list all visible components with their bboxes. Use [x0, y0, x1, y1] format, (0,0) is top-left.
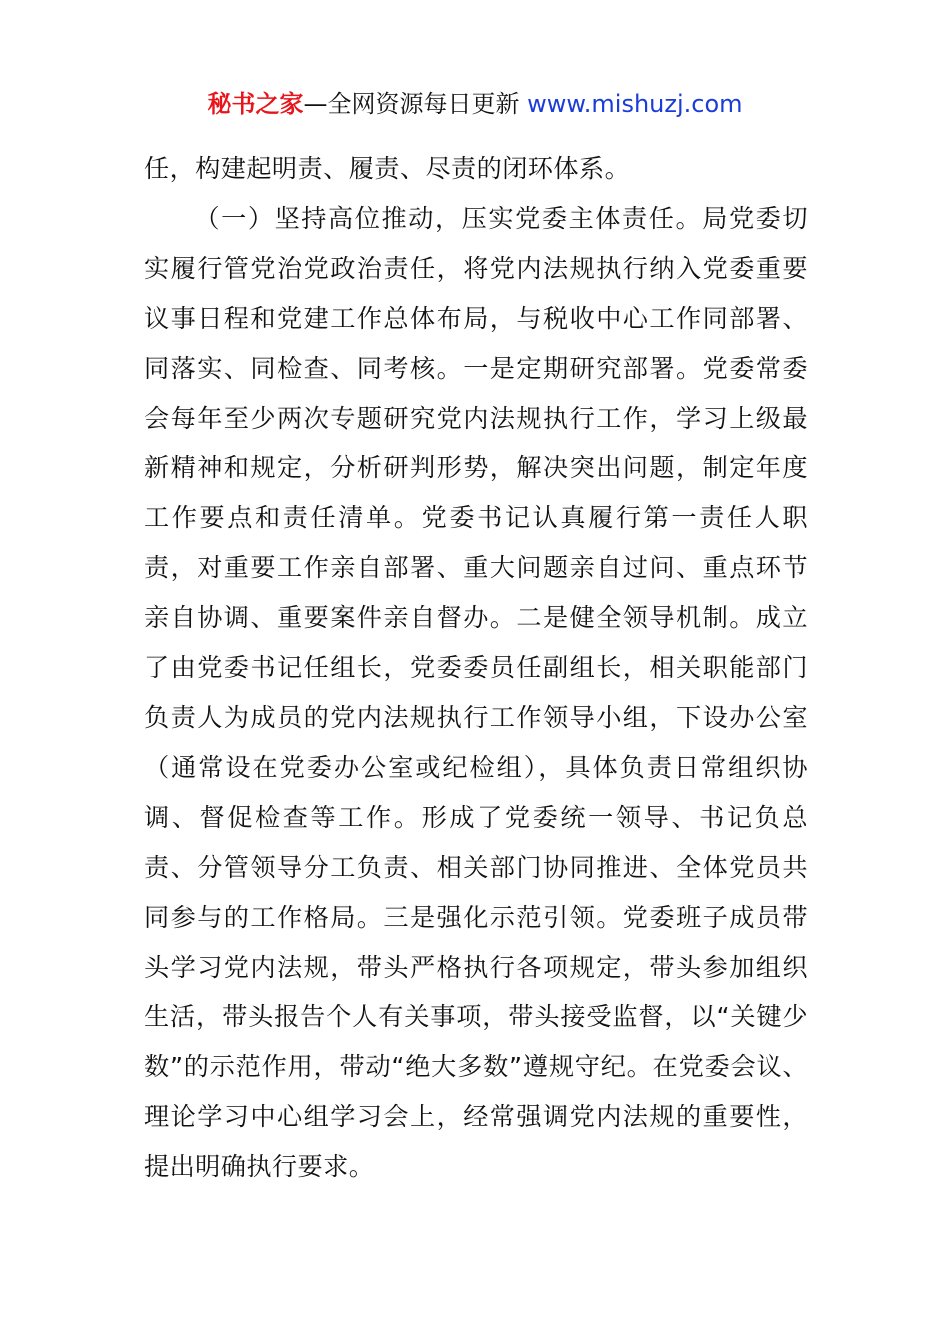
site-tagline: —全网资源每日更新 — [303, 90, 520, 118]
paragraph-section-one: （一）坚持高位推动，压实党委主体责任。局党委切实履行管党治党政治责任，将党内法规执行纳入党委重要议事日程和党建工作总体布局，与税收中心工作同部署、同落实、同检查、同考核。一是定期研究部署。党委常委会每年至少两次专题研究党内法规执行工作，学习上级最新精神和规定，分析研判形势，解决突出问题，制定年度工作要点和责任清单。党委书记认真履行第一责任人职责，对重要工作亲自部署、重大问题亲自过问、重点环节亲自协调、重要案件亲自督办。二是健全领导机制。成立了由党委书记任组长，党委委员任副组长，相关职能部门负责人为成员的党内法规执行工作领导小组，下设办公室（通常设在党委办公室或纪检组），具体负责日常组织协调、督促检查等工作。形成了党委统一领导、书记负总责、分管领导分工负责、相关部门协同推进、全体党员共同参与的工作格局。三是强化示范引领。党委班子成员带头学习党内法规，带头严格执行各项规定，带头参加组织生活，带头报告个人有关事项，带头接受监督，以“关键少数”的示范作用，带动“绝大多数”遵规守纪。在党委会议、理论学习中心组学习会上，经常强调党内法规的重要性，提出明确执行要求。 — [144, 203, 808, 1182]
site-brand: 秘书之家 — [207, 90, 304, 118]
site-url-link[interactable]: www.mishuzj.com — [527, 90, 743, 118]
site-header — [0, 86, 950, 122]
document-body — [144, 144, 808, 1192]
paragraph-continuation: 任，构建起明责、履责、尽责的闭环体系。 — [144, 154, 631, 183]
